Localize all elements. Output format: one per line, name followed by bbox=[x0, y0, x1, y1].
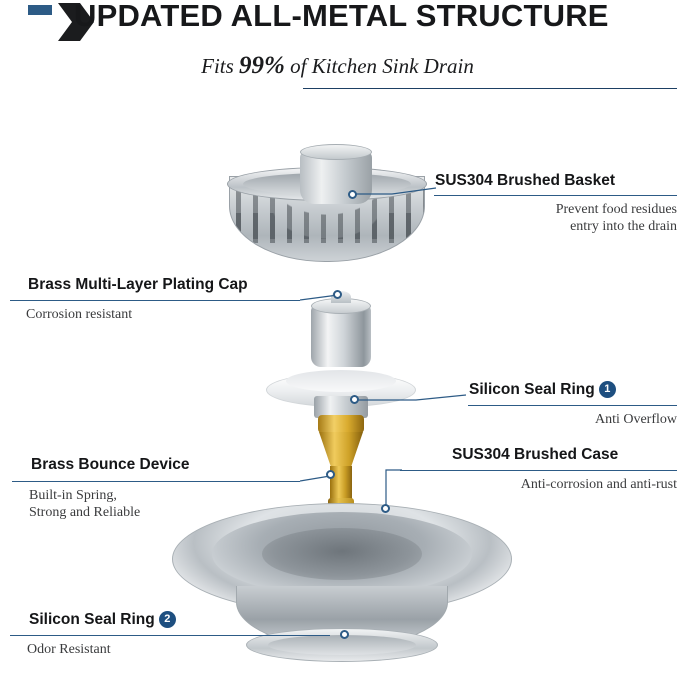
callout-sus304-brushed-basket-rule bbox=[434, 195, 677, 196]
callout-seal2-badge: 2 bbox=[159, 611, 176, 628]
leader-dot-plating-cap bbox=[333, 290, 342, 299]
subtitle-prefix: Fits bbox=[201, 54, 240, 78]
callout-silicon-seal-ring-2-label bbox=[29, 611, 176, 629]
callout-silicon-seal-ring-1-label bbox=[469, 381, 616, 399]
leader-line-seal1 bbox=[356, 392, 468, 406]
page-title: UPDATED ALL-METAL STRUCTURE bbox=[74, 0, 609, 33]
subtitle-percent: 99% bbox=[239, 52, 285, 79]
leader-dot-seal2 bbox=[340, 630, 349, 639]
callout-seal1-text: Silicon Seal Ring bbox=[469, 381, 595, 398]
callout-silicon-seal-ring-2-desc: Odor Resistant bbox=[27, 642, 111, 657]
callout-sus304-brushed-case-rule bbox=[400, 470, 677, 471]
silicon-seal-ring-1-top-art bbox=[286, 370, 396, 392]
leader-dot-basket bbox=[348, 190, 357, 199]
brushed-case-hole-art bbox=[262, 528, 422, 580]
header-band bbox=[0, 0, 679, 44]
callout-sus304-brushed-case-desc: Anti-corrosion and anti-rust bbox=[520, 477, 677, 492]
callout-sus304-brushed-basket-desc bbox=[427, 201, 677, 235]
callout-silicon-seal-ring-1-rule bbox=[468, 405, 677, 406]
leader-line-basket bbox=[352, 186, 438, 200]
callout-silicon-seal-ring-1-desc: Anti Overflow bbox=[594, 412, 677, 427]
leader-dot-bounce bbox=[326, 470, 335, 479]
basket-knob-top-art bbox=[300, 144, 372, 160]
subtitle-suffix: of Kitchen Sink Drain bbox=[284, 54, 474, 78]
bounce-device-cone-art bbox=[319, 432, 363, 468]
subtitle-underline bbox=[303, 88, 677, 89]
callout-silicon-seal-ring-2-rule bbox=[10, 635, 330, 636]
callout-sus304-brushed-case-label: SUS304 Brushed Case bbox=[452, 446, 619, 463]
callout-plating-cap-desc: Corrosion resistant bbox=[26, 307, 133, 322]
plating-cap-body-art bbox=[311, 305, 371, 367]
callout-bounce-desc-line1: Built-in Spring, bbox=[29, 488, 117, 503]
callout-brass-bounce-device-label: Brass Bounce Device bbox=[31, 456, 190, 473]
callout-sus304-brushed-basket-label: SUS304 Brushed Basket bbox=[435, 172, 616, 189]
callout-plating-cap-label: Brass Multi-Layer Plating Cap bbox=[28, 276, 248, 293]
basket-slots-row2 bbox=[230, 213, 424, 239]
callout-seal1-badge: 1 bbox=[599, 381, 616, 398]
leader-dot-seal1 bbox=[350, 395, 359, 404]
callout-brass-bounce-device-rule bbox=[12, 481, 300, 482]
subtitle bbox=[0, 52, 679, 80]
leader-dot-case bbox=[381, 504, 390, 513]
callout-plating-cap-rule bbox=[10, 300, 300, 301]
callout-brass-bounce-device-desc bbox=[29, 487, 140, 521]
callout-seal2-text: Silicon Seal Ring bbox=[29, 611, 155, 628]
callout-bounce-desc-line2: Strong and Reliable bbox=[29, 505, 141, 520]
callout-basket-desc-line2: entry into the drain bbox=[570, 219, 677, 234]
callout-basket-desc-line1: Prevent food residues bbox=[555, 202, 677, 217]
bounce-device-collar-art bbox=[318, 415, 364, 433]
